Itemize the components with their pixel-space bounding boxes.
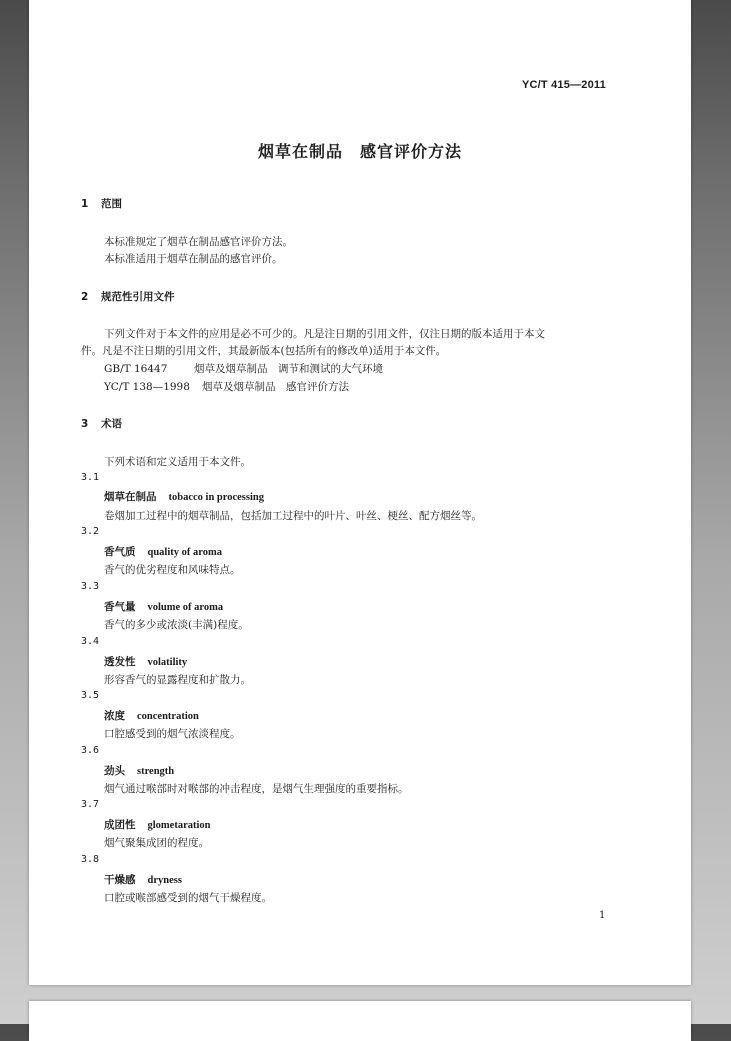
clause-number: 3.1 [81,472,100,483]
term-zh: 干燥感 [104,874,136,886]
term-definition: 卷烟加工过程中的烟草制品，包括加工过程中的叶片、叶丝、梗丝、配方烟丝等。 [104,510,482,522]
term-title [104,872,182,887]
term-definition: 香气的多少或浓淡(丰满)程度。 [104,619,249,631]
term-zh: 香气量 [104,601,136,613]
term-definition: 烟气聚集成团的程度。 [104,837,209,849]
clause-number: 3.6 [81,745,100,756]
document-title: 烟草在制品 感官评价方法 [257,142,462,161]
term-definition: 口腔或喉部感受到的烟气干燥程度。 [104,892,272,904]
ref-title: 烟草及烟草制品 调节和测试的大气环境 [194,363,383,375]
terms-intro: 下列术语和定义适用于本文件。 [104,456,251,468]
section-title: 范围 [101,198,122,210]
section-title: 术语 [101,418,122,430]
refs-intro-line-1: 下列文件对于本文件的应用是必不可少的。凡是注日期的引用文件，仅注日期的版本适用于本文 [104,328,545,340]
ref-item [104,379,349,394]
term-zh: 浓度 [104,710,125,722]
ref-code: YC/T 138—1998 [104,381,190,393]
clause-number: 3.5 [81,690,100,701]
term-en: tobacco in processing [168,492,264,503]
term-zh: 烟草在制品 [104,491,157,503]
clause-number: 3.7 [81,799,100,810]
clause-number: 3.2 [81,526,100,537]
term-zh: 劲头 [104,765,125,777]
term-title [104,544,222,559]
clause-number: 3.8 [81,854,100,865]
next-page-edge [29,1001,691,1041]
term-en: dryness [147,875,182,886]
term-title [104,817,211,832]
clause-number: 3.4 [81,636,100,647]
term-title [104,763,174,778]
section-heading-terms [81,416,122,431]
scope-line-2: 本标准适用于烟草在制品的感官评价。 [104,253,283,265]
term-zh: 成团性 [104,819,136,831]
term-definition: 口腔感受到的烟气浓淡程度。 [104,728,241,740]
ref-item [104,361,383,376]
document-page [29,0,691,985]
term-title [104,708,199,723]
term-en: glometaration [147,820,211,831]
term-en: volatility [147,657,188,668]
term-definition: 烟气通过喉部时对喉部的冲击程度，是烟气生理强度的重要指标。 [104,783,409,795]
term-en: quality of aroma [147,547,222,558]
page-number: 1 [599,910,606,921]
section-number: 3 [81,418,89,430]
term-en: strength [137,766,175,777]
ref-code: GB/T 16447 [104,363,168,375]
term-title [104,599,223,614]
term-en: volume of aroma [147,602,224,613]
term-en: concentration [137,711,199,722]
refs-intro-line-2: 件。凡是不注日期的引用文件，其最新版本(包括所有的修改单)适用于本文件。 [81,345,447,357]
term-definition: 香气的优劣程度和风味特点。 [104,564,241,576]
ref-title: 烟草及烟草制品 感官评价方法 [202,381,349,393]
term-zh: 透发性 [104,656,136,668]
section-heading-scope [81,196,122,211]
term-definition: 形容香气的显露程度和扩散力。 [104,674,251,686]
term-title [104,654,187,669]
section-number: 2 [81,291,89,303]
section-number: 1 [81,198,89,210]
section-title: 规范性引用文件 [101,291,175,303]
term-zh: 香气质 [104,546,136,558]
term-title [104,489,264,504]
clause-number: 3.3 [81,581,100,592]
section-heading-refs [81,289,175,304]
scope-line-1: 本标准规定了烟草在制品感官评价方法。 [104,236,293,248]
document-number: YC/T 415—2011 [522,79,606,91]
